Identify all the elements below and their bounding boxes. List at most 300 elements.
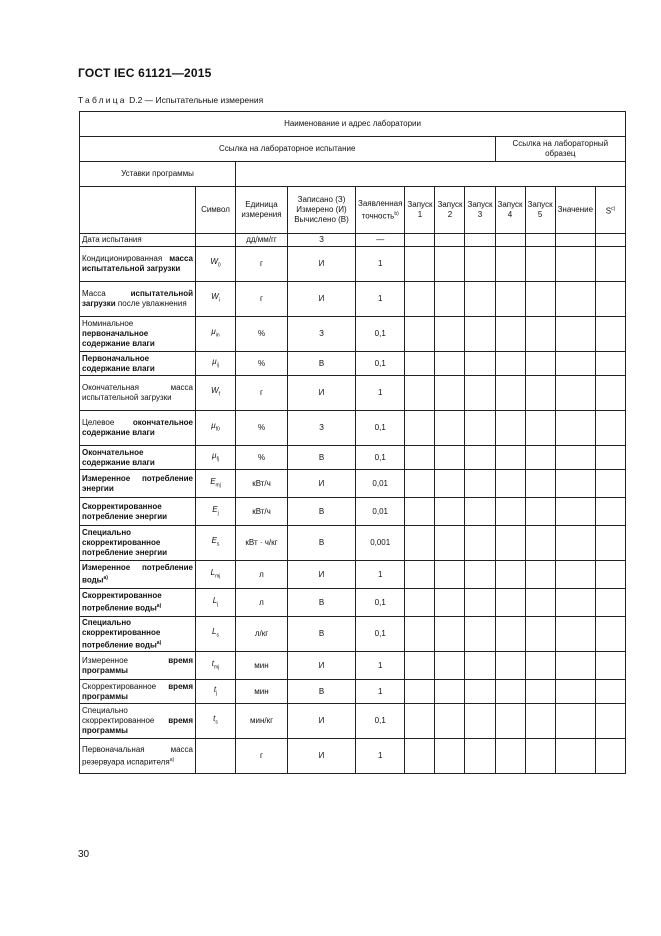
empty-cell: [596, 317, 626, 352]
empty-cell: [465, 352, 495, 376]
empty-cell: [435, 617, 465, 652]
empty-cell: [495, 317, 525, 352]
parameter-symbol: [196, 739, 236, 774]
empty-cell: [405, 704, 435, 739]
table-row: [80, 739, 626, 774]
page-number: 30: [78, 849, 90, 860]
empty-cell: [555, 652, 595, 680]
parameter-unit: %: [236, 317, 288, 352]
empty-cell: [555, 446, 595, 470]
empty-cell: [525, 247, 555, 282]
symbol-letter: μ: [212, 450, 217, 460]
parameter-footnote: a): [156, 639, 162, 646]
empty-cell: [405, 739, 435, 774]
empty-cell: [495, 652, 525, 680]
parameter-accuracy: 1: [356, 247, 405, 282]
empty-cell: [465, 411, 495, 446]
empty-cell: [435, 376, 465, 411]
parameter-name: [80, 526, 196, 561]
symbol-letter: E: [211, 536, 217, 546]
empty-cell: [405, 652, 435, 680]
parameter-unit: г: [236, 282, 288, 317]
empty-cell: [405, 589, 435, 617]
parameter-name: [80, 680, 196, 704]
empty-cell: [525, 739, 555, 774]
parameter-accuracy: 0,1: [356, 446, 405, 470]
parameter-name-text: Специально скорректированное время программы: [82, 706, 193, 735]
col-symbol: Символ: [196, 187, 236, 234]
empty-cell: [465, 739, 495, 774]
table-row: [80, 526, 626, 561]
parameter-name: [80, 376, 196, 411]
empty-cell: [435, 589, 465, 617]
symbol-subscript: i: [218, 297, 220, 304]
empty-cell: [495, 446, 525, 470]
empty-cell: [525, 317, 555, 352]
empty-cell: [596, 470, 626, 498]
parameter-name-text: Окончательное содержание влаги: [82, 447, 155, 467]
parameter-unit: г: [236, 376, 288, 411]
symbol-letter: W: [211, 292, 219, 302]
empty-cell: [405, 526, 435, 561]
empty-cell: [525, 234, 555, 247]
parameter-name: [80, 446, 196, 470]
parameter-type: И: [288, 282, 356, 317]
parameter-symbol: [196, 561, 236, 589]
parameter-accuracy: 0,001: [356, 526, 405, 561]
empty-cell: [596, 282, 626, 317]
table-row: [80, 589, 626, 617]
empty-cell: [465, 317, 495, 352]
symbol-letter: L: [210, 567, 216, 577]
parameter-unit: %: [236, 352, 288, 376]
empty-cell: [465, 617, 495, 652]
table-row: [80, 352, 626, 376]
parameter-name: [80, 352, 196, 376]
parameter-accuracy: 0,1: [356, 617, 405, 652]
empty-cell: [405, 680, 435, 704]
col-accuracy: [356, 187, 405, 234]
empty-cell: [435, 411, 465, 446]
document-header: ГОСТ IEC 61121—2015: [78, 66, 212, 80]
table-row: [80, 617, 626, 652]
symbol-subscript: mj: [215, 573, 221, 580]
symbol-subscript: f0: [215, 426, 220, 433]
parameter-symbol: [196, 498, 236, 526]
parameter-name-text: Измеренное потребление энергии: [82, 473, 193, 493]
empty-cell: [465, 234, 495, 247]
col-s-label: S: [605, 206, 612, 216]
empty-cell: [596, 446, 626, 470]
parameter-accuracy: 1: [356, 739, 405, 774]
empty-cell: [555, 680, 595, 704]
symbol-subscript: s: [216, 632, 219, 639]
parameter-name-text: Окончательная масса испытательной загрузки: [82, 383, 193, 402]
symbol-subscript: f: [218, 391, 220, 398]
table-row: [80, 234, 626, 247]
empty-cell: [465, 376, 495, 411]
empty-cell: [555, 376, 595, 411]
empty-cell: [596, 498, 626, 526]
parameter-type: И: [288, 652, 356, 680]
col-unit: Единица измерения: [236, 187, 288, 234]
empty-cell: [465, 446, 495, 470]
parameter-symbol: [196, 317, 236, 352]
parameter-symbol: [196, 704, 236, 739]
symbol-subscript: s: [216, 541, 220, 548]
parameter-unit: л: [236, 589, 288, 617]
empty-cell: [555, 470, 595, 498]
parameter-unit: дд/мм/гг: [236, 234, 288, 247]
parameter-symbol: [196, 680, 236, 704]
col-value: Значение: [555, 187, 595, 234]
parameter-name: [80, 617, 196, 652]
parameter-accuracy: 1: [356, 282, 405, 317]
empty-cell: [555, 589, 595, 617]
empty-cell: [525, 617, 555, 652]
empty-cell: [405, 498, 435, 526]
parameter-unit: г: [236, 739, 288, 774]
empty-cell: [555, 561, 595, 589]
symbol-letter: L: [212, 627, 217, 637]
empty-cell: [596, 411, 626, 446]
empty-cell: [495, 680, 525, 704]
parameter-name: [80, 317, 196, 352]
empty-cell: [525, 680, 555, 704]
empty-cell: [525, 282, 555, 317]
col-run1: Запуск 1: [405, 187, 435, 234]
parameter-footnote: a): [103, 575, 108, 582]
empty-cell: [495, 617, 525, 652]
parameter-accuracy: 0,01: [356, 498, 405, 526]
parameter-name-text: Номинальное первоначальное содержание влаги: [82, 319, 155, 348]
sample-ref-cell: Ссылка на лабораторный образец: [495, 137, 626, 162]
empty-cell: [525, 376, 555, 411]
table-caption: [78, 95, 263, 105]
col-run3: Запуск 3: [465, 187, 495, 234]
empty-cell: [596, 589, 626, 617]
empty-cell: [465, 282, 495, 317]
parameter-name-text: Измеренное потребление воды: [82, 563, 193, 585]
parameter-type: В: [288, 589, 356, 617]
parameter-unit: л: [236, 561, 288, 589]
empty-cell: [465, 526, 495, 561]
parameter-accuracy: —: [356, 234, 405, 247]
parameter-type: В: [288, 498, 356, 526]
empty-cell: [405, 446, 435, 470]
parameter-footnote: a): [169, 756, 175, 763]
empty-cell: [596, 617, 626, 652]
table-row: [80, 561, 626, 589]
col-recorded: Записано (З) Измерено (И) Вычислено (В): [288, 187, 356, 234]
symbol-subscript: mj: [213, 664, 220, 671]
parameter-name: [80, 498, 196, 526]
empty-cell: [495, 498, 525, 526]
parameter-type: И: [288, 739, 356, 774]
col-s: [596, 187, 626, 234]
parameter-unit: г: [236, 247, 288, 282]
empty-cell: [525, 704, 555, 739]
symbol-subscript: j: [217, 510, 219, 517]
parameter-accuracy: 0,1: [356, 317, 405, 352]
empty-cell: [495, 704, 525, 739]
symbol-letter: W: [211, 386, 219, 396]
parameter-symbol: [196, 589, 236, 617]
empty-cell: [405, 411, 435, 446]
parameter-name-text: Дата испытания: [82, 235, 142, 244]
parameter-accuracy: 1: [356, 680, 405, 704]
symbol-letter: E: [210, 476, 216, 486]
empty-cell: [435, 652, 465, 680]
caption-table-word: Таблица: [78, 95, 127, 105]
empty-cell: [405, 376, 435, 411]
empty-cell: [596, 247, 626, 282]
table-row: [80, 498, 626, 526]
empty-cell: [465, 704, 495, 739]
empty-cell: [465, 247, 495, 282]
empty-cell: [555, 411, 595, 446]
parameter-name-text: Специально скорректированное потребление энергии: [82, 528, 168, 557]
parameter-type: И: [288, 561, 356, 589]
empty-cell: [495, 561, 525, 589]
parameter-symbol: [196, 617, 236, 652]
parameter-type: И: [288, 704, 356, 739]
empty-cell: [525, 411, 555, 446]
parameter-symbol: [196, 526, 236, 561]
table-row: [80, 680, 626, 704]
empty-cell: [555, 498, 595, 526]
symbol-subscript: j: [216, 690, 218, 697]
empty-cell: [525, 526, 555, 561]
lab-name-cell: Наименование и адрес лаборатории: [80, 112, 626, 137]
empty-cell: [555, 317, 595, 352]
empty-cell: [405, 317, 435, 352]
symbol-letter: L: [212, 595, 218, 605]
table-row: [80, 317, 626, 352]
empty-cell: [435, 234, 465, 247]
empty-cell: [465, 652, 495, 680]
empty-cell: [435, 352, 465, 376]
table-row: [80, 446, 626, 470]
parameter-unit: мин: [236, 680, 288, 704]
empty-cell: [435, 526, 465, 561]
empty-cell: [555, 282, 595, 317]
parameter-unit: мин: [236, 652, 288, 680]
parameter-unit: кВт/ч: [236, 470, 288, 498]
parameter-name: [80, 652, 196, 680]
empty-cell: [495, 589, 525, 617]
empty-cell: [596, 704, 626, 739]
empty-cell: [405, 282, 435, 317]
empty-cell: [525, 352, 555, 376]
parameter-name-text: Масса испытательной загрузки после увлажнения: [82, 289, 193, 308]
parameter-name-text: Кондиционированная масса испытательной загрузки: [82, 254, 193, 273]
empty-cell: [435, 739, 465, 774]
symbol-letter: μ: [211, 327, 216, 337]
symbol-letter: t: [211, 658, 214, 668]
parameter-name-text: Измеренное время программы: [82, 655, 193, 675]
symbol-subscript: ij: [216, 362, 219, 369]
parameter-name-text: Скорректированное потребление энергии: [82, 501, 168, 521]
parameter-name: [80, 470, 196, 498]
table-row: [80, 411, 626, 446]
empty-cell: [555, 247, 595, 282]
table-row: [80, 376, 626, 411]
empty-cell: [435, 282, 465, 317]
parameter-name: [80, 739, 196, 774]
empty-cell: [555, 234, 595, 247]
empty-cell: [405, 561, 435, 589]
table-row: [80, 470, 626, 498]
empty-cell: [525, 498, 555, 526]
parameter-name-text: Первоначальное содержание влаги: [82, 353, 155, 373]
empty-cell: [596, 739, 626, 774]
parameter-type: И: [288, 376, 356, 411]
symbol-subscript: s: [215, 719, 218, 726]
program-settings-empty: [236, 162, 626, 187]
empty-cell: [465, 561, 495, 589]
empty-cell: [555, 352, 595, 376]
parameter-symbol: [196, 411, 236, 446]
empty-cell: [525, 561, 555, 589]
parameter-accuracy: 0,1: [356, 589, 405, 617]
parameter-unit: кВт · ч/кг: [236, 526, 288, 561]
parameter-type: И: [288, 470, 356, 498]
empty-cell: [465, 470, 495, 498]
parameter-unit: л/кг: [236, 617, 288, 652]
empty-cell: [435, 498, 465, 526]
empty-cell: [465, 589, 495, 617]
parameter-name-text: Скорректированное потребление воды: [82, 591, 162, 613]
empty-cell: [495, 470, 525, 498]
col-accuracy-note: b): [394, 210, 399, 217]
table-row: [80, 652, 626, 680]
parameter-name-text: Скорректированное время программы: [82, 681, 193, 701]
empty-cell: [405, 352, 435, 376]
parameter-type: В: [288, 446, 356, 470]
empty-cell: [495, 247, 525, 282]
empty-cell: [495, 352, 525, 376]
empty-cell: [525, 446, 555, 470]
parameter-accuracy: 1: [356, 652, 405, 680]
parameter-type: В: [288, 352, 356, 376]
symbol-letter: t: [213, 714, 216, 724]
empty-cell: [405, 617, 435, 652]
parameter-name-text: Целевое окончательное содержание влаги: [82, 418, 193, 437]
parameter-symbol: [196, 470, 236, 498]
parameter-symbol: [196, 376, 236, 411]
parameter-type: И: [288, 247, 356, 282]
symbol-letter: t: [213, 684, 217, 694]
symbol-letter: μ: [212, 356, 217, 366]
parameter-name: [80, 411, 196, 446]
parameter-name: [80, 561, 196, 589]
empty-cell: [596, 376, 626, 411]
empty-cell: [435, 470, 465, 498]
col-s-note: c): [611, 205, 616, 212]
empty-cell: [495, 376, 525, 411]
parameter-accuracy: 0,1: [356, 352, 405, 376]
parameter-unit: кВт/ч: [236, 498, 288, 526]
empty-cell: [525, 470, 555, 498]
parameter-type: В: [288, 526, 356, 561]
parameter-accuracy: 1: [356, 561, 405, 589]
parameter-name: [80, 282, 196, 317]
parameter-symbol: [196, 446, 236, 470]
empty-cell: [555, 526, 595, 561]
parameter-unit: %: [236, 446, 288, 470]
parameter-symbol: [196, 282, 236, 317]
col-run4: Запуск 4: [495, 187, 525, 234]
empty-cell: [555, 739, 595, 774]
parameter-symbol: [196, 234, 236, 247]
empty-cell: [596, 680, 626, 704]
empty-cell: [596, 652, 626, 680]
header-blank-cell: [80, 187, 196, 234]
empty-cell: [435, 247, 465, 282]
parameter-name: [80, 234, 196, 247]
parameter-accuracy: 0,01: [356, 470, 405, 498]
table-row: [80, 704, 626, 739]
symbol-letter: E: [212, 504, 218, 514]
empty-cell: [405, 470, 435, 498]
col-accuracy-label: Заявленная точность: [358, 198, 403, 221]
empty-cell: [435, 317, 465, 352]
empty-cell: [495, 282, 525, 317]
col-run2: Запуск 2: [435, 187, 465, 234]
parameter-type: В: [288, 680, 356, 704]
symbol-letter: μ: [211, 421, 216, 431]
empty-cell: [596, 561, 626, 589]
parameter-name-text: Первоначальная масса резервуара испарителя: [82, 744, 193, 767]
parameter-name: [80, 247, 196, 282]
empty-cell: [525, 589, 555, 617]
empty-cell: [405, 234, 435, 247]
empty-cell: [465, 498, 495, 526]
empty-cell: [495, 411, 525, 446]
parameter-name: [80, 704, 196, 739]
parameter-symbol: [196, 352, 236, 376]
empty-cell: [495, 526, 525, 561]
empty-cell: [435, 704, 465, 739]
empty-cell: [596, 526, 626, 561]
empty-cell: [435, 446, 465, 470]
empty-cell: [596, 352, 626, 376]
empty-cell: [555, 617, 595, 652]
parameter-accuracy: 0,1: [356, 411, 405, 446]
test-ref-cell: Ссылка на лабораторное испытание: [80, 137, 496, 162]
parameter-name: [80, 589, 196, 617]
empty-cell: [596, 234, 626, 247]
test-measurements-table: [79, 111, 626, 774]
parameter-type: В: [288, 617, 356, 652]
parameter-accuracy: 0,1: [356, 704, 405, 739]
symbol-subscript: mj: [215, 482, 221, 489]
parameter-type: З: [288, 317, 356, 352]
empty-cell: [435, 680, 465, 704]
symbol-letter: W: [210, 257, 218, 267]
empty-cell: [495, 234, 525, 247]
table-row: [80, 282, 626, 317]
parameter-name-text: Специально скорректированное потребление воды: [82, 617, 161, 650]
empty-cell: [435, 561, 465, 589]
parameter-unit: %: [236, 411, 288, 446]
table-row: [80, 247, 626, 282]
empty-cell: [465, 680, 495, 704]
parameter-accuracy: 1: [356, 376, 405, 411]
program-settings-cell: Уставки программы: [80, 162, 236, 187]
parameter-type: З: [288, 411, 356, 446]
